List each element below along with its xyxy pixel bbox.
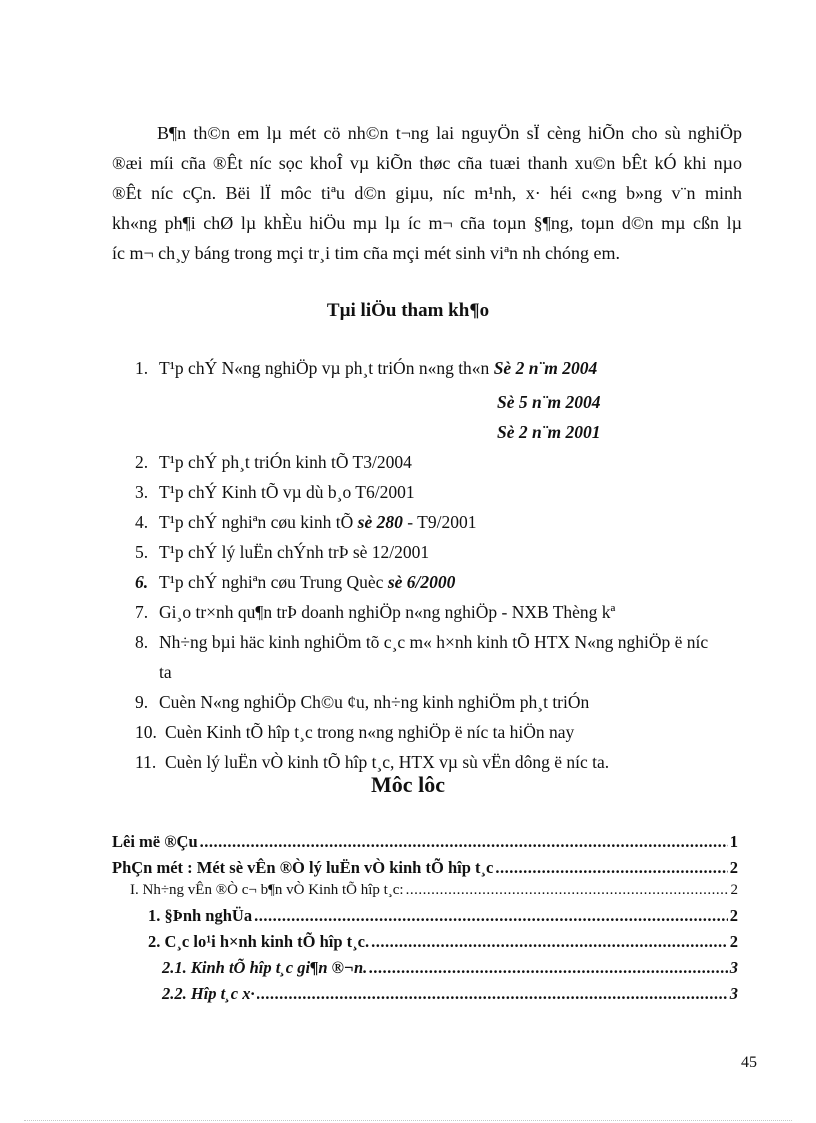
reference-number: 8. xyxy=(135,632,149,652)
toc-entry-label: 2.1. Kinh tÕ hîp t¸c gi¶n ®¬n. xyxy=(162,958,368,977)
paragraph-line: ®Êt níc cÇn. Bëi lÏ môc tiªu d©n giµu, níc m¹nh, x· héi c«ng b»ng v¨n minh xyxy=(112,183,742,203)
reference-number: 1. xyxy=(135,358,149,378)
toc-entry-label: 2. C¸c lo¹i h×nh kinh tÕ hîp t¸c. xyxy=(148,932,370,951)
body-paragraph xyxy=(112,118,742,268)
toc-entry-page: 2 xyxy=(729,932,738,951)
toc-entry xyxy=(130,882,738,899)
reference-sub-item: Sè 5 n¨m 2004 xyxy=(497,392,601,412)
reference-text: Nh÷ng bµi häc kinh nghiÖm tõ c¸c m« h×nh kinh tÕ HTX N«ng nghiÖp ë níc xyxy=(159,632,709,652)
reference-item xyxy=(135,632,708,653)
reference-text: T¹p chÝ Kinh tÕ vµ dù b¸o T6/2001 xyxy=(159,482,415,502)
toc-entry xyxy=(112,858,738,878)
reference-text: Cuèn N«ng nghiÖp Ch©u ¢u, nh÷ng kinh nghiÖm ph¸t triÓn xyxy=(159,692,590,712)
reference-number: 6. xyxy=(135,572,149,592)
page-bottom-divider xyxy=(24,1120,792,1121)
toc-entry-page: 2 xyxy=(729,858,738,877)
toc-entry-label: 1. §Þnh nghÜa xyxy=(148,906,253,925)
reference-item xyxy=(135,572,455,593)
toc-entry-page: 2 xyxy=(730,882,738,898)
toc-leader-dots xyxy=(371,932,728,952)
reference-item xyxy=(135,602,615,623)
reference-item xyxy=(135,452,412,473)
paragraph-line: B¶n th©n em lµ mét cö nh©n t¬ng lai nguyÖn sÏ cèng hiÕn cho sù nghiÖp xyxy=(157,123,742,143)
reference-text: Cuèn Kinh tÕ hîp t¸c trong n«ng nghiÖp ë níc ta hiÖn nay xyxy=(165,722,575,742)
reference-emphasis: Sè 2 n¨m 2004 xyxy=(493,358,598,378)
toc-entry xyxy=(162,984,738,1004)
toc-entry-label: 2.2. Hîp t¸c x· xyxy=(162,984,255,1003)
toc-entry xyxy=(112,832,738,852)
reference-item xyxy=(135,692,589,713)
paragraph-line: ®æi míi cña ®Êt níc sọc khoÎ vµ kiÕn thøc cña tuæi thanh xu©n bÊt kÓ khi nµo xyxy=(112,153,742,173)
toc-leader-dots xyxy=(257,984,728,1004)
toc-entry-label: Lêi më ®Çu xyxy=(112,832,198,851)
toc-entry-page: 1 xyxy=(729,832,738,851)
reference-text: ta xyxy=(159,662,172,682)
reference-number: 4. xyxy=(135,512,149,532)
toc-entry xyxy=(148,932,738,952)
toc-title: Môc lôc xyxy=(371,772,445,797)
reference-item xyxy=(135,358,597,379)
paragraph-line: íc m¬ ch¸y báng trong mçi tr¸i tim cña mçi mét sinh viªn nh chóng em. xyxy=(112,243,621,263)
toc-entry-page: 2 xyxy=(729,906,738,925)
reference-item xyxy=(135,752,609,773)
toc-entry-page: 3 xyxy=(729,958,738,977)
reference-number: 10. xyxy=(135,722,157,742)
reference-emphasis: sè 280 xyxy=(357,512,403,532)
toc-entry-label: I. Nh÷ng vÊn ®Ò c¬ b¶n vÒ Kinh tÕ hîp t¸c: xyxy=(130,882,404,898)
reference-emphasis: sè 6/2000 xyxy=(387,572,456,592)
reference-number: 5. xyxy=(135,542,149,562)
reference-item xyxy=(135,542,429,563)
toc-leader-dots xyxy=(369,958,728,978)
toc-leader-dots xyxy=(495,858,727,878)
reference-text: T¹p chÝ nghiªn cøu Trung Quèc xyxy=(159,572,388,592)
reference-text: T¹p chÝ nghiªn cøu kinh tÕ xyxy=(159,512,358,532)
reference-number: 2. xyxy=(135,452,149,472)
reference-number: 11. xyxy=(135,752,157,772)
reference-text: T¹p chÝ ph¸t triÓn kinh tÕ T3/2004 xyxy=(159,452,412,472)
toc-leader-dots xyxy=(200,832,728,852)
reference-item xyxy=(135,482,415,503)
reference-text: T¹p chÝ lý luËn chÝnh trÞ sè 12/2001 xyxy=(159,542,430,562)
toc-entry xyxy=(148,906,738,926)
reference-text: T¹p chÝ N«ng nghiÖp vµ ph¸t triÓn n«ng th«n xyxy=(159,358,494,378)
reference-item xyxy=(135,512,476,533)
page-number: 45 xyxy=(741,1054,757,1071)
reference-sub-item: Sè 2 n¨m 2001 xyxy=(497,422,601,442)
reference-item-continuation xyxy=(135,662,172,683)
reference-number: 7. xyxy=(135,602,149,622)
toc-leader-dots xyxy=(406,882,729,899)
reference-number: 9. xyxy=(135,692,149,712)
references-title: Tµi liÖu tham kh¶o xyxy=(326,300,490,321)
toc-leader-dots xyxy=(254,906,728,926)
toc-entry xyxy=(162,958,738,978)
reference-text: Gi¸o tr×nh qu¶n trÞ doanh nghiÖp n«ng nghiÖp - NXB Thèng kª xyxy=(159,602,616,622)
reference-text-after: - T9/2001 xyxy=(402,512,477,532)
toc-entry-label: PhÇn mét : Mét sè vÊn ®Ò lý luËn vÒ kinh tÕ hîp t¸c xyxy=(112,858,494,877)
toc-entry-page: 3 xyxy=(729,984,738,1003)
paragraph-line: kh«ng ph¶i chØ lµ khÈu hiÖu mµ lµ íc m¬ cña toµn §¶ng, toµn d©n mµ cßn lµ xyxy=(112,213,742,233)
reference-number: 3. xyxy=(135,482,149,502)
reference-item xyxy=(135,722,574,743)
reference-text: Cuèn lý luËn vÒ kinh tÕ hîp t¸c, HTX vµ sù vËn dông ë níc ta. xyxy=(165,752,610,772)
